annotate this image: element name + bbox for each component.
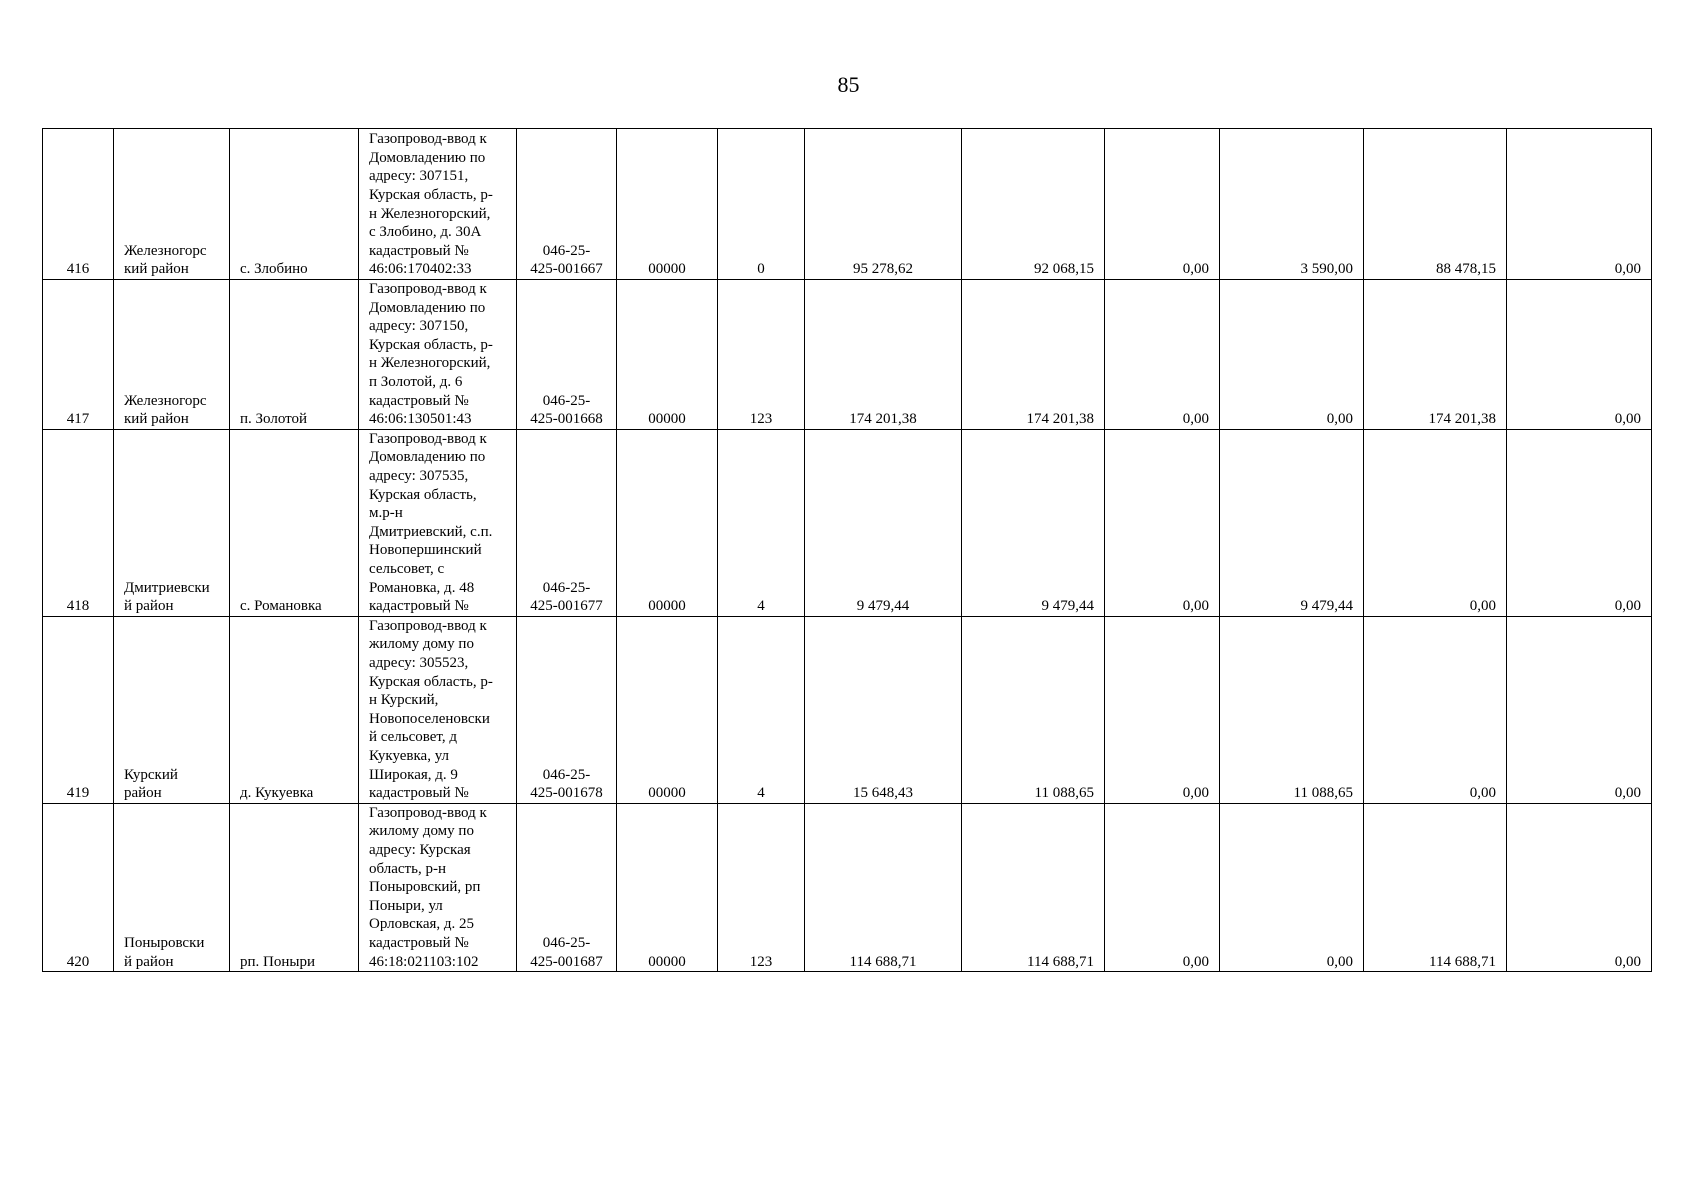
row-number: 419 bbox=[43, 616, 114, 803]
amount-col12: 0,00 bbox=[1364, 429, 1507, 616]
inventory-code-cell: 046-25- 425-001677 bbox=[517, 429, 617, 616]
amount-col10: 0,00 bbox=[1105, 803, 1220, 971]
table-row bbox=[43, 429, 1652, 616]
region-cell: Дмитриевски й район bbox=[114, 429, 230, 616]
amount-col12: 114 688,71 bbox=[1364, 803, 1507, 971]
description-text: Газопровод-ввод к Домовладению по адресу: 307150, Курская область, р- н Железногорский, п Золотой, д. 6 кадастровый № 46:06:130501:43 bbox=[369, 281, 493, 428]
code2-cell: 00000 bbox=[617, 616, 718, 803]
description-cell bbox=[359, 616, 517, 803]
quantity-cell: 123 bbox=[718, 280, 805, 430]
amount-col8: 174 201,38 bbox=[805, 280, 962, 430]
page-number: 85 bbox=[837, 72, 860, 97]
quantity-cell: 4 bbox=[718, 429, 805, 616]
registry-table bbox=[42, 128, 1652, 972]
table-row bbox=[43, 280, 1652, 430]
amount-col8: 15 648,43 bbox=[805, 616, 962, 803]
amount-col8: 9 479,44 bbox=[805, 429, 962, 616]
description-text: Газопровод-ввод к Домовладению по адресу: 307535, Курская область, м.р-н Дмитриевский, с.п. Новопершинский сельсовет, с Романовка, д. 48 кадастровый № bbox=[369, 430, 493, 615]
locality-cell: п. Золотой bbox=[230, 280, 359, 430]
description-text: Газопровод-ввод к жилому дому по адресу: Курская область, р-н Поныровский, рп Поныри, ул Орловская, д. 25 кадастровый № 46:18:021103:102 bbox=[369, 804, 487, 970]
locality-cell: с. Злобино bbox=[230, 129, 359, 280]
row-number: 418 bbox=[43, 429, 114, 616]
amount-col11: 0,00 bbox=[1220, 280, 1364, 430]
amount-col10: 0,00 bbox=[1105, 616, 1220, 803]
row-number: 420 bbox=[43, 803, 114, 971]
quantity-cell: 0 bbox=[718, 129, 805, 280]
amount-col8: 95 278,62 bbox=[805, 129, 962, 280]
amount-col12: 174 201,38 bbox=[1364, 280, 1507, 430]
quantity-cell: 4 bbox=[718, 616, 805, 803]
amount-col13: 0,00 bbox=[1507, 616, 1652, 803]
table-row bbox=[43, 803, 1652, 971]
amount-col12: 88 478,15 bbox=[1364, 129, 1507, 280]
description-cell bbox=[359, 280, 517, 430]
region-cell: Курский район bbox=[114, 616, 230, 803]
table-row bbox=[43, 616, 1652, 803]
amount-col10: 0,00 bbox=[1105, 129, 1220, 280]
amount-col9: 114 688,71 bbox=[962, 803, 1105, 971]
locality-cell: рп. Поныри bbox=[230, 803, 359, 971]
amount-col9: 92 068,15 bbox=[962, 129, 1105, 280]
amount-col13: 0,00 bbox=[1507, 280, 1652, 430]
amount-col10: 0,00 bbox=[1105, 429, 1220, 616]
amount-col9: 11 088,65 bbox=[962, 616, 1105, 803]
inventory-code-cell: 046-25- 425-001668 bbox=[517, 280, 617, 430]
code2-cell: 00000 bbox=[617, 429, 718, 616]
description-cell bbox=[359, 429, 517, 616]
locality-cell: с. Романовка bbox=[230, 429, 359, 616]
amount-col8: 114 688,71 bbox=[805, 803, 962, 971]
description-cell bbox=[359, 803, 517, 971]
amount-col13: 0,00 bbox=[1507, 803, 1652, 971]
amount-col11: 3 590,00 bbox=[1220, 129, 1364, 280]
amount-col11: 0,00 bbox=[1220, 803, 1364, 971]
row-number: 417 bbox=[43, 280, 114, 430]
amount-col11: 9 479,44 bbox=[1220, 429, 1364, 616]
amount-col12: 0,00 bbox=[1364, 616, 1507, 803]
amount-col11: 11 088,65 bbox=[1220, 616, 1364, 803]
region-cell: Поныровски й район bbox=[114, 803, 230, 971]
description-cell bbox=[359, 129, 517, 280]
amount-col9: 9 479,44 bbox=[962, 429, 1105, 616]
code2-cell: 00000 bbox=[617, 803, 718, 971]
inventory-code-cell: 046-25- 425-001687 bbox=[517, 803, 617, 971]
code2-cell: 00000 bbox=[617, 280, 718, 430]
amount-col13: 0,00 bbox=[1507, 129, 1652, 280]
description-text: Газопровод-ввод к жилому дому по адресу: 305523, Курская область, р- н Курский, Новопоселеновски й сельсовет, д Кукуевка, ул Широкая, д. 9 кадастровый № bbox=[369, 617, 493, 802]
amount-col10: 0,00 bbox=[1105, 280, 1220, 430]
inventory-code-cell: 046-25- 425-001667 bbox=[517, 129, 617, 280]
region-cell: Железногорс кий район bbox=[114, 280, 230, 430]
amount-col13: 0,00 bbox=[1507, 429, 1652, 616]
amount-col9: 174 201,38 bbox=[962, 280, 1105, 430]
region-cell: Железногорс кий район bbox=[114, 129, 230, 280]
inventory-code-cell: 046-25- 425-001678 bbox=[517, 616, 617, 803]
row-number: 416 bbox=[43, 129, 114, 280]
locality-cell: д. Кукуевка bbox=[230, 616, 359, 803]
description-text: Газопровод-ввод к Домовладению по адресу: 307151, Курская область, р- н Железногорский, с Злобино, д. 30А кадастровый № 46:06:170402:33 bbox=[369, 131, 493, 278]
quantity-cell: 123 bbox=[718, 803, 805, 971]
code2-cell: 00000 bbox=[617, 129, 718, 280]
table-row bbox=[43, 129, 1652, 280]
